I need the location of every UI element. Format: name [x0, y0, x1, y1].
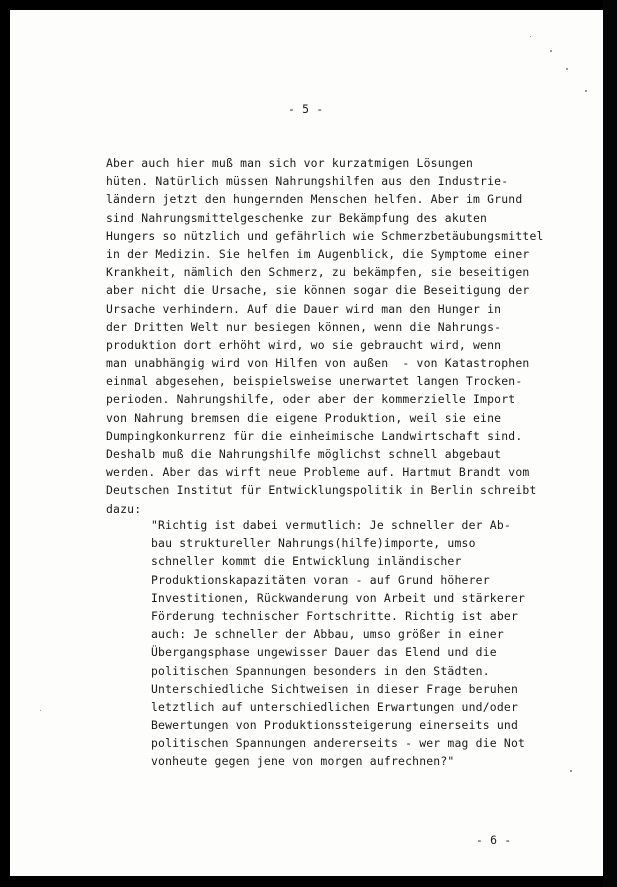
text-line: einmal abgesehen, beispielsweise unerwartet langen Trocken-	[106, 374, 523, 389]
quote-line: bau struktureller Nahrungs(hilfe)importe, umso	[151, 536, 476, 551]
quote-line: vonheute gegen jene von morgen aufrechnen?"	[151, 754, 455, 769]
text-line: perioden. Nahrungshilfe, oder aber der kommerzielle Import	[106, 392, 516, 407]
text-line: produktion dort erhöht wird, wo sie gebraucht wird, wenn	[106, 337, 502, 352]
quote-line: Übergangsphase ungewisser Dauer das Elend und die	[151, 645, 497, 660]
page-number: - 5 -	[288, 102, 324, 116]
text-line: Aber auch hier muß man sich vor kurzatmigen Lösungen	[106, 156, 474, 170]
text-line: aber nicht die Ursache, sie können sogar die Beseitigung der	[106, 283, 530, 298]
text-line: von Nahrung bremsen die eigene Produktion, weil sie eine	[106, 410, 502, 425]
scan-speck	[585, 90, 587, 92]
scan-border	[603, 0, 617, 887]
quote-line: Investitionen, Rückwanderung von Arbeit und stärkerer	[151, 590, 526, 605]
quote-line: politischen Spannungen andererseits - wer mag die Not	[151, 736, 526, 751]
scan-speck	[566, 68, 568, 70]
text-line: man unabhängig wird von Hilfen von außen - von Katastrophen	[106, 356, 530, 371]
text-line: Krankheit, nämlich den Schmerz, zu bekämpfen, sie beseitigen	[106, 265, 530, 280]
quote-line: Förderung technischer Fortschritte. Richtig ist aber	[151, 608, 519, 623]
quote-line: Unterschiedliche Sichtweisen in dieser Frage beruhen	[151, 681, 519, 696]
block-quote	[151, 516, 525, 771]
quote-line: politischen Spannungen besonders in den Städten.	[151, 663, 490, 678]
scan-speck	[570, 770, 572, 772]
next-page-marker: - 6 -	[476, 833, 512, 847]
text-line: Ursache verhindern. Auf die Dauer wird man den Hunger in	[106, 301, 502, 316]
quote-line: "Richtig ist dabei vermutlich: Je schneller der Ab-	[151, 518, 511, 532]
text-line: Deshalb muß die Nahrungshilfe möglichst schnell abgebaut	[106, 447, 502, 461]
quote-line: Produktionskapazitäten voran - auf Grund höherer	[151, 572, 490, 587]
text-line: ländern jetzt den hungernden Menschen helfen. Aber im Grund	[106, 192, 523, 207]
quote-line: schneller kommt die Entwicklung inländischer	[151, 554, 462, 569]
text-line: hüten. Natürlich müssen Nahrungshilfen aus den Industrie-	[106, 174, 509, 189]
text-line: Deutschen Institut für Entwicklungspolitik in Berlin schreibt	[106, 483, 537, 498]
quote-line: Bewertungen von Produktionssteigerung einerseits und	[151, 718, 519, 733]
scan-speck	[530, 36, 531, 37]
text-line: der Dritten Welt nur besiegen können, wenn die Nahrungs-	[106, 319, 502, 334]
text-line: dazu:	[106, 501, 142, 516]
text-line: sind Nahrungsmittelgeschenke zur Bekämpfung des akuten	[106, 210, 488, 225]
text-line: werden. Aber das wirft neue Probleme auf. Hartmut Brandt vom	[106, 465, 530, 480]
scan-speck	[40, 710, 41, 711]
document-page	[10, 10, 603, 876]
text-line: Hungers so nützlich und gefährlich wie Schmerzbetäubungsmittel	[106, 228, 544, 243]
scan-speck	[550, 50, 552, 52]
quote-line: auch: Je schneller der Abbau, umso größer in einer	[151, 627, 504, 642]
text-line: in der Medizin. Sie helfen im Augenblick, die Symptome einer	[106, 246, 530, 261]
quote-line: letztlich auf unterschiedlichen Erwartungen und/oder	[151, 699, 519, 714]
body-paragraph	[106, 154, 544, 518]
text-line: Dumpingkonkurrenz für die einheimische Landwirtschaft sind.	[106, 428, 523, 443]
